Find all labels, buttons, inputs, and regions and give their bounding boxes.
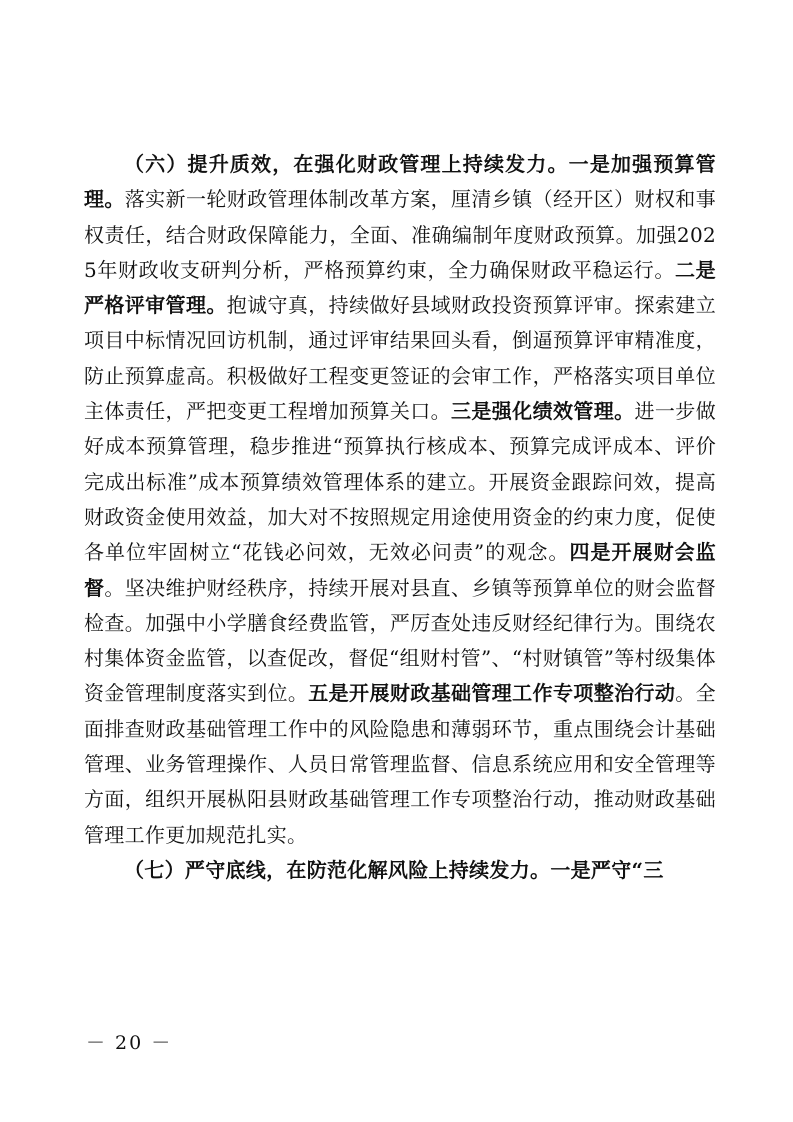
item-1-text: 落实新一轮财政管理体制改革方案，厘清乡镇（经开区）财权和事权责任，结合财政保障能力，全面、准确编制年度财政预算。加强2025年财政收支研判分析，严格预算约束，全力确保财政平稳运行。: [84, 187, 716, 282]
item-3-heading: 三是强化绩效管理。: [451, 399, 635, 424]
item-1-heading-section-7: 一是严守“三: [550, 857, 664, 882]
item-2-heading: 二是严格评审管理。: [84, 257, 716, 318]
item-1-heading: 一是加强预算管理。: [84, 152, 716, 212]
item-3-text: 进一步做好成本预算管理，稳步推进“预算执行核成本、预算完成评成本、评价完成出标准”成本预算绩效管理体系的建立。开展资金跟踪问效，提高财政资金使用效益，加大对不按照规定用途使用资金的约束力度，促使各单位牢固树立“花钱必问效，无效必问责”的观念。: [84, 399, 717, 565]
body-text: [84, 147, 716, 888]
item-4-heading: 四是开展财会监督: [84, 540, 716, 600]
page-number: － 20 －: [86, 1032, 173, 1054]
item-2-text: 抱诚守真，持续做好县域财政投资预算评审。探索建立项目中标情况回访机制，通过评审结果回头看，倒逼预算评审精准度，防止预算虚高。积极做好工程变更签证的会审工作，严格落实项目单位主体责任，严把变更工程增加预算关口。: [84, 293, 716, 424]
paragraph-2: [84, 853, 716, 888]
section-heading-7: （七）严守底线，在防范化解风险上持续发力。: [124, 857, 551, 882]
section-heading-6: （六）提升质效，在强化财政管理上持续发力。: [124, 152, 569, 176]
item-4-text: 。坚决维护财经秩序，持续开展对县直、乡镇等预算单位的财会监督检查。加强中小学膳食经费监管，严厉查处违反财经纪律行为。围绕农村集体资金监管，以查促改，督促“组财村管”、“村财镇管”等村级集体资金管理制度落实到位。: [84, 575, 716, 706]
item-5-heading: 五是开展财政基础管理工作专项整治行动: [308, 681, 676, 706]
item-5-text: 。全面排查财政基础管理工作中的风险隐患和薄弱环节，重点围绕会计基础管理、业务管理操作、人员日常管理监督、信息系统应用和安全管理等方面，组织开展枞阳县财政基础管理工作专项整治行动，推动财政基础管理工作更加规范扎实。: [84, 681, 716, 847]
paragraph-1: [84, 147, 716, 853]
